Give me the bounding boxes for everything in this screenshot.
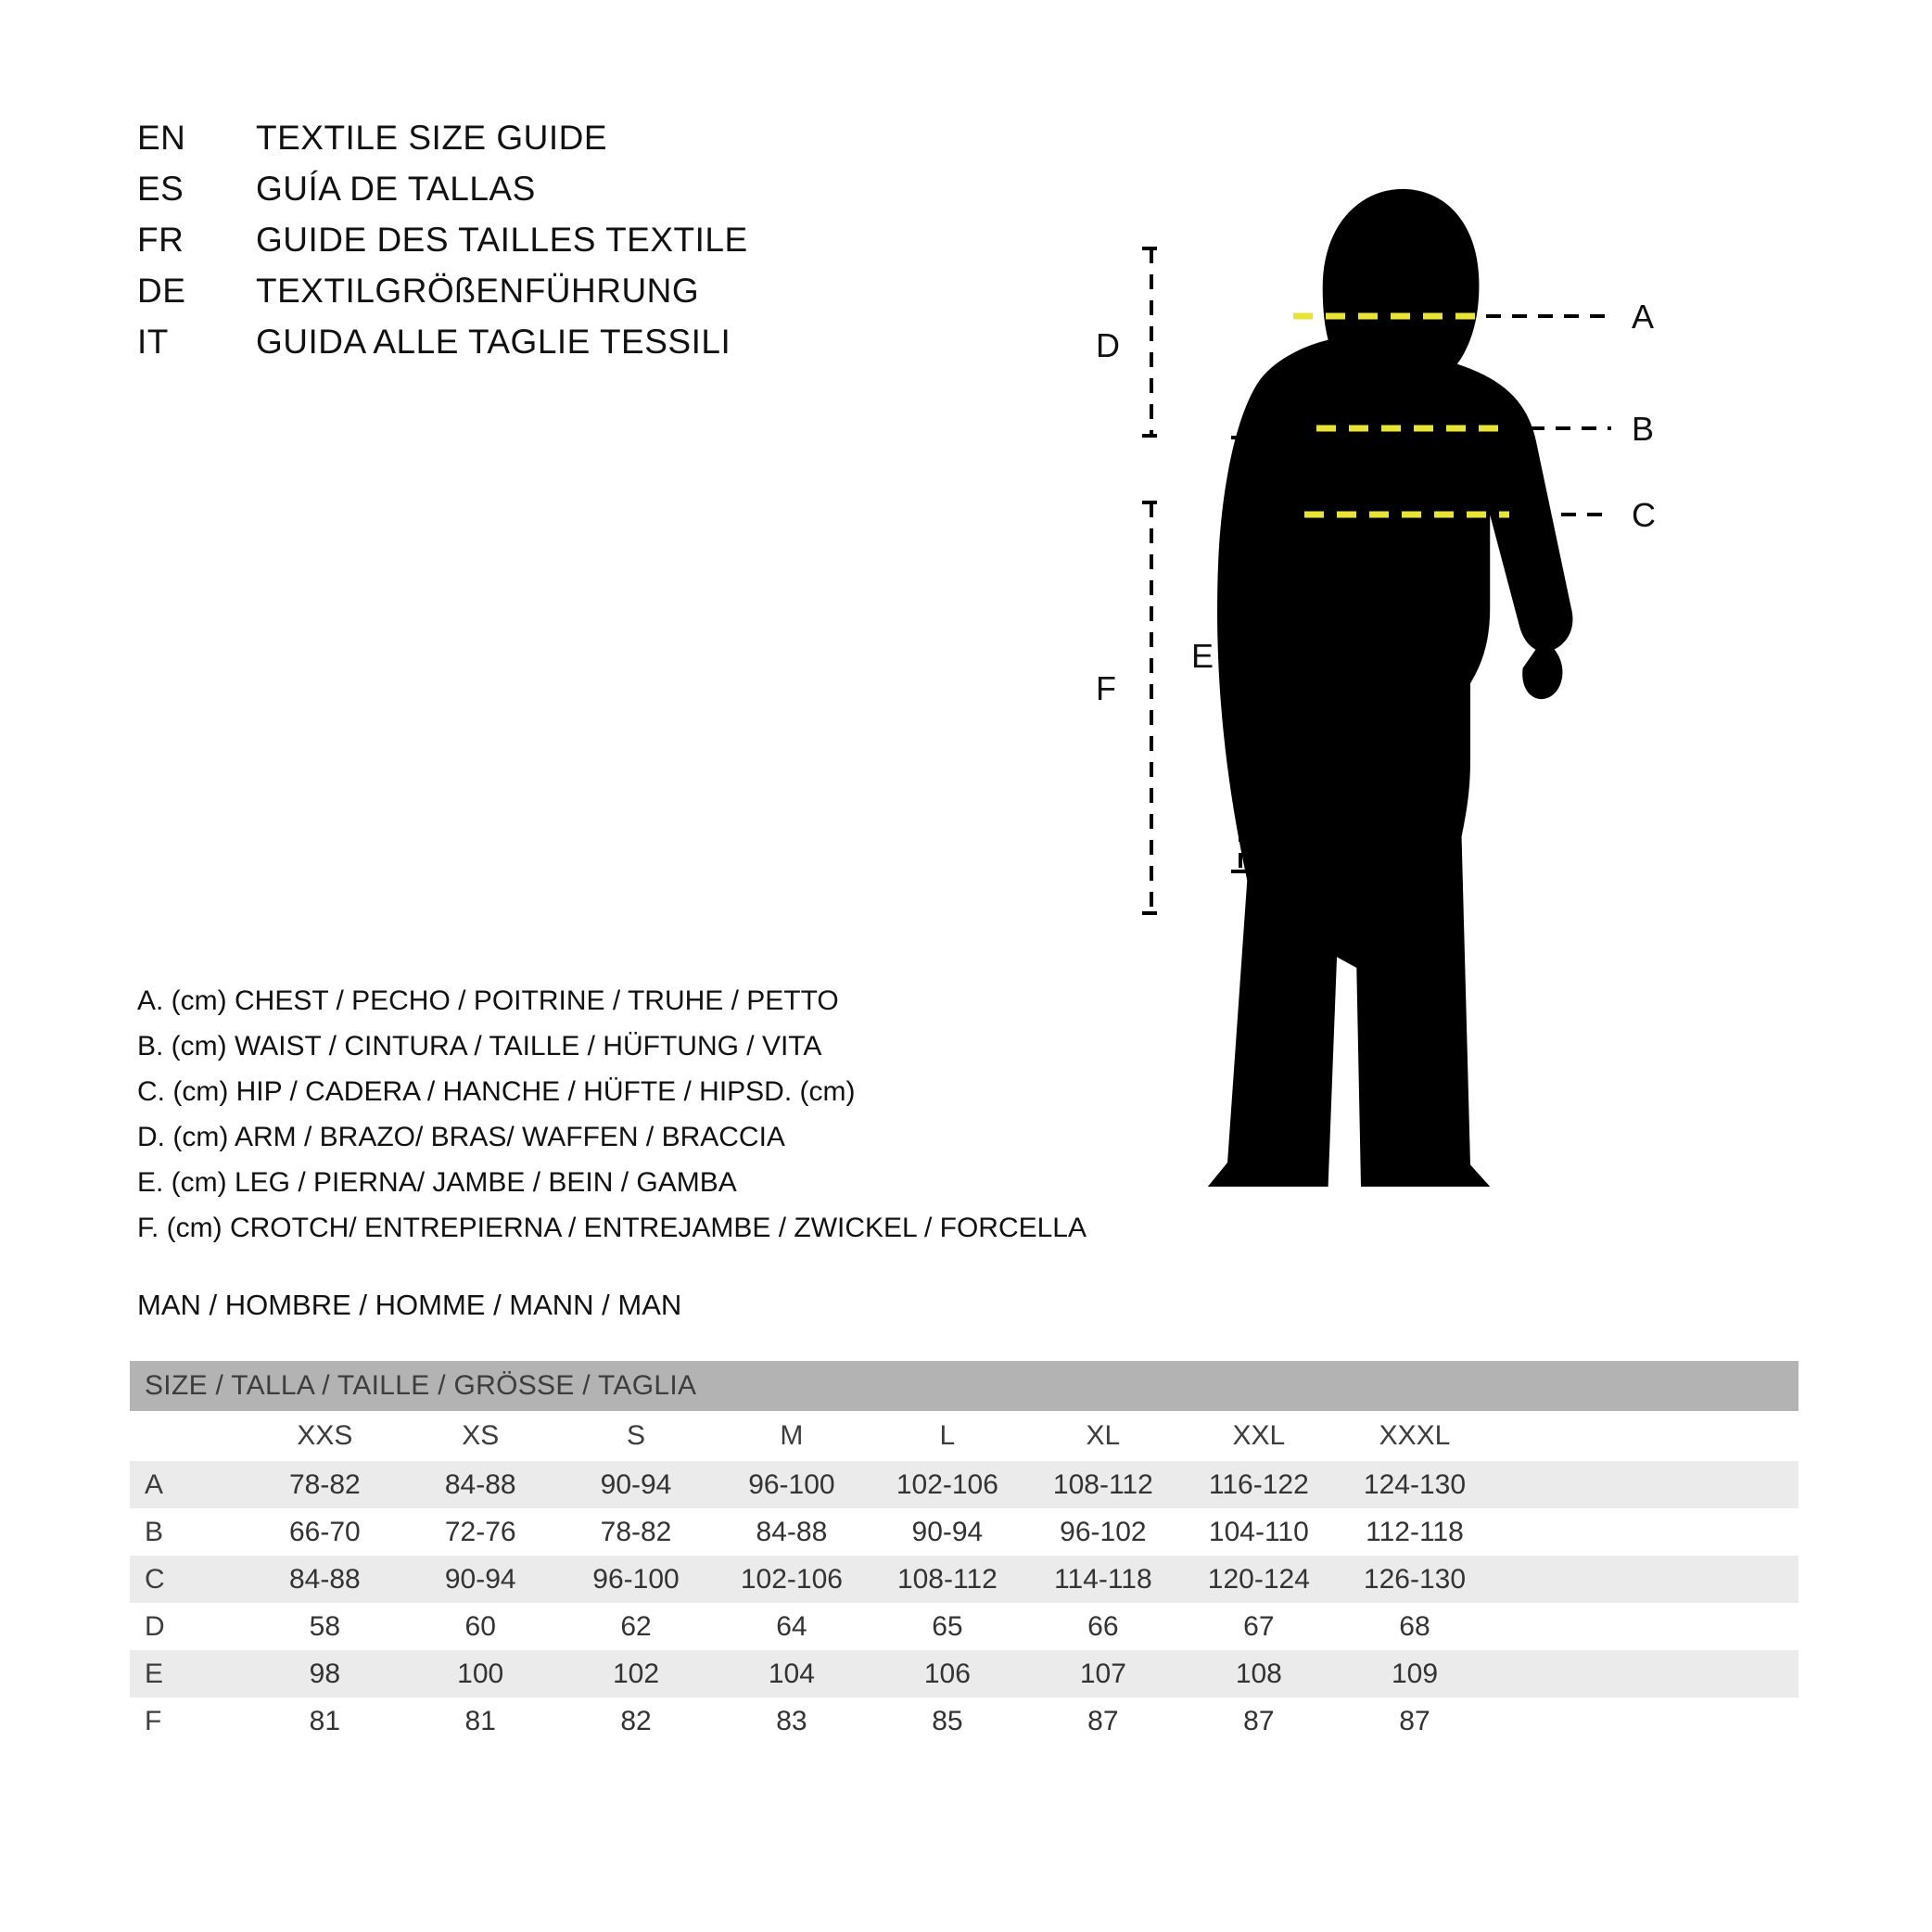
language-row [137, 221, 972, 272]
male-silhouette-icon [1208, 189, 1573, 1187]
cell-c-xl: 114-118 [1025, 1556, 1181, 1603]
cell-b-xs: 72-76 [402, 1508, 558, 1556]
legend-item-b: B. (cm) WAIST / CINTURA / TAILLE / HÜFTUNG / VITA [137, 1031, 822, 1061]
row-label-a: A [130, 1461, 247, 1508]
cell-c-xxxl: 126-130 [1337, 1556, 1493, 1603]
language-title: GUIDA ALLE TAGLIE TESSILI [256, 323, 731, 361]
cell-a-m: 96-100 [714, 1461, 870, 1508]
language-row [137, 272, 972, 323]
row-label-c: C [130, 1556, 247, 1603]
language-row [137, 323, 972, 374]
language-title: GUIDE DES TAILLES TEXTILE [256, 221, 748, 259]
gender-label: MAN / HOMBRE / HOMME / MANN / MAN [137, 1289, 682, 1321]
table-sizes-row [130, 1411, 1799, 1461]
cell-f-s: 82 [558, 1697, 714, 1745]
cell-e-m: 104 [714, 1650, 870, 1697]
legend-item-e: E. (cm) LEG / PIERNA/ JAMBE / BEIN / GAMBA [137, 1167, 737, 1198]
language-code: ES [137, 170, 184, 208]
size-header-xxs: XXS [247, 1411, 402, 1461]
cell-b-xl: 96-102 [1025, 1508, 1181, 1556]
table-tail-cell [1493, 1461, 1799, 1508]
size-header-m: M [714, 1411, 870, 1461]
table-row [130, 1603, 1799, 1650]
cell-c-xxl: 120-124 [1181, 1556, 1337, 1603]
size-table [130, 1361, 1799, 1745]
cell-a-xxs: 78-82 [247, 1461, 402, 1508]
language-row [137, 119, 972, 170]
language-title-block [137, 119, 972, 374]
cell-b-l: 90-94 [870, 1508, 1025, 1556]
cell-f-xxs: 81 [247, 1697, 402, 1745]
table-tail-cell [1493, 1603, 1799, 1650]
cell-e-l: 106 [870, 1650, 1025, 1697]
cell-d-s: 62 [558, 1603, 714, 1650]
table-tail-cell [1493, 1508, 1799, 1556]
cell-b-m: 84-88 [714, 1508, 870, 1556]
cell-e-xl: 107 [1025, 1650, 1181, 1697]
cell-b-s: 78-82 [558, 1508, 714, 1556]
cell-f-l: 85 [870, 1697, 1025, 1745]
callout-label-f: F [1096, 669, 1116, 707]
table-corner-cell [130, 1411, 247, 1461]
cell-f-xxxl: 87 [1337, 1697, 1493, 1745]
size-header-l: L [870, 1411, 1025, 1461]
callout-label-e: E [1191, 637, 1214, 675]
cell-c-l: 108-112 [870, 1556, 1025, 1603]
table-tail-cell [1493, 1556, 1799, 1603]
cell-c-xxs: 84-88 [247, 1556, 402, 1603]
table-row [130, 1697, 1799, 1745]
row-label-f: F [130, 1697, 247, 1745]
row-label-e: E [130, 1650, 247, 1697]
cell-a-s: 90-94 [558, 1461, 714, 1508]
language-code: EN [137, 119, 186, 157]
cell-f-xxl: 87 [1181, 1697, 1337, 1745]
cell-d-xxxl: 68 [1337, 1603, 1493, 1650]
language-code: IT [137, 323, 169, 361]
table-tail-cell [1493, 1650, 1799, 1697]
cell-e-xxl: 108 [1181, 1650, 1337, 1697]
size-header-xl: XL [1025, 1411, 1181, 1461]
size-header-xxxl: XXXL [1337, 1411, 1493, 1461]
callout-label-a: A [1632, 298, 1655, 336]
cell-c-s: 96-100 [558, 1556, 714, 1603]
cell-f-xl: 87 [1025, 1697, 1181, 1745]
size-header-s: S [558, 1411, 714, 1461]
table-row [130, 1508, 1799, 1556]
legend-item-d: D. (cm) ARM / BRAZO/ BRAS/ WAFFEN / BRACCIA [137, 1122, 785, 1152]
table-header-label: SIZE / TALLA / TAILLE / GRÖSSE / TAGLIA [130, 1361, 1799, 1411]
language-title: TEXTILGRÖßENFÜHRUNG [256, 272, 700, 310]
table-row [130, 1556, 1799, 1603]
cell-d-xl: 66 [1025, 1603, 1181, 1650]
table-tail-cell [1493, 1411, 1799, 1461]
row-label-d: D [130, 1603, 247, 1650]
table-row [130, 1461, 1799, 1508]
legend-item-a: A. (cm) CHEST / PECHO / POITRINE / TRUHE / PETTO [137, 985, 839, 1016]
cell-e-xxs: 98 [247, 1650, 402, 1697]
cell-c-xs: 90-94 [402, 1556, 558, 1603]
callout-label-b: B [1632, 410, 1655, 448]
cell-b-xxl: 104-110 [1181, 1508, 1337, 1556]
size-header-xs: XS [402, 1411, 558, 1461]
cell-a-xl: 108-112 [1025, 1461, 1181, 1508]
cell-e-s: 102 [558, 1650, 714, 1697]
language-code: DE [137, 272, 186, 310]
cell-f-xs: 81 [402, 1697, 558, 1745]
cell-a-xxl: 116-122 [1181, 1461, 1337, 1508]
cell-d-xxs: 58 [247, 1603, 402, 1650]
cell-a-xs: 84-88 [402, 1461, 558, 1508]
cell-a-xxxl: 124-130 [1337, 1461, 1493, 1508]
table-header-row [130, 1361, 1799, 1411]
cell-a-l: 102-106 [870, 1461, 1025, 1508]
legend-item-f: F. (cm) CROTCH/ ENTREPIERNA / ENTREJAMBE / ZWICKEL / FORCELLA [137, 1213, 1087, 1243]
cell-d-l: 65 [870, 1603, 1025, 1650]
cell-b-xxxl: 112-118 [1337, 1508, 1493, 1556]
language-row [137, 170, 972, 221]
body-measurement-diagram [1038, 83, 1836, 1224]
legend-item-c: C. (cm) HIP / CADERA / HANCHE / HÜFTE / HIPSD. (cm) [137, 1076, 856, 1107]
table-row [130, 1650, 1799, 1697]
cell-d-m: 64 [714, 1603, 870, 1650]
language-title: TEXTILE SIZE GUIDE [256, 119, 608, 157]
callout-label-c: C [1632, 496, 1656, 534]
size-header-xxl: XXL [1181, 1411, 1337, 1461]
cell-b-xxs: 66-70 [247, 1508, 402, 1556]
cell-c-m: 102-106 [714, 1556, 870, 1603]
cell-e-xxxl: 109 [1337, 1650, 1493, 1697]
language-code: FR [137, 221, 184, 259]
table-tail-cell [1493, 1697, 1799, 1745]
cell-f-m: 83 [714, 1697, 870, 1745]
callout-label-d: D [1096, 326, 1120, 364]
cell-e-xs: 100 [402, 1650, 558, 1697]
cell-d-xxl: 67 [1181, 1603, 1337, 1650]
cell-d-xs: 60 [402, 1603, 558, 1650]
row-label-b: B [130, 1508, 247, 1556]
language-title: GUÍA DE TALLAS [256, 170, 536, 208]
